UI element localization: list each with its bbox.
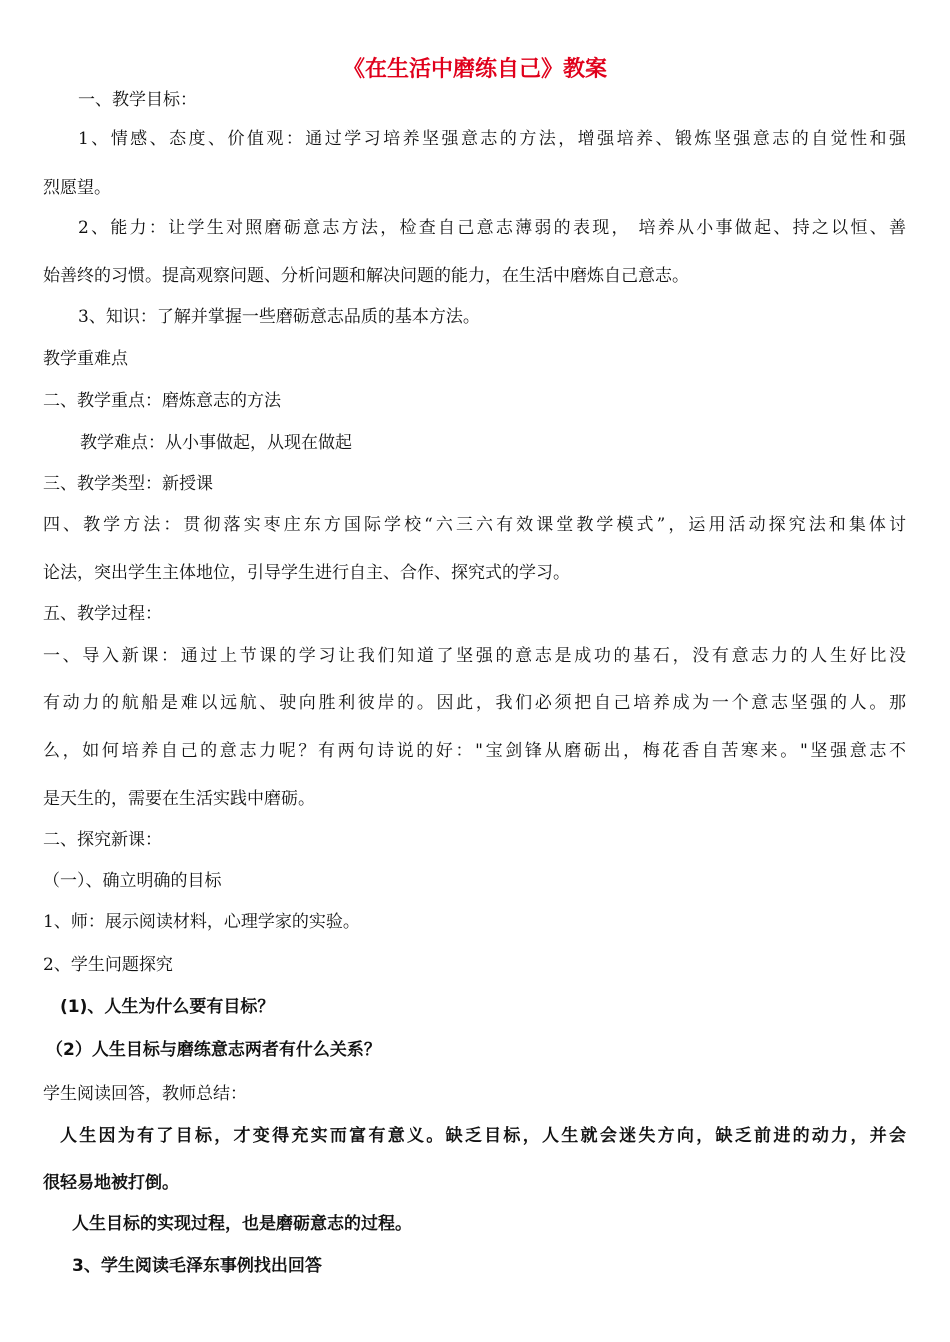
teaching-type-line: 三、教学类型：新授课 [43, 474, 213, 494]
teaching-method-cont: 论法，突出学生主体地位，引导学生进行自主、合作、探究式的学习。 [43, 563, 570, 583]
document-title: 《在生活中磨练自己》教案 [342, 57, 607, 82]
key-difficult-heading: 教学重难点 [43, 349, 128, 369]
teaching-process-heading: 五、教学过程： [43, 604, 162, 624]
objective-ability-cont: 始善终的习惯。提高观察问题、分析问题和解决问题的能力，在生活中磨炼自己意志。 [43, 266, 689, 286]
question-1: (1)、人生为什么要有目标？ [60, 997, 275, 1017]
teaching-method-line: 四、教学方法：贯彻落实枣庄东方国际学校“六三六有效课堂教学模式”，运用活动探究法和集体讨 [43, 515, 906, 535]
summary-bold-line-1: 人生因为有了目标，才变得充实而富有意义。缺乏目标，人生就会迷失方向，缺乏前进的动力，并会 [60, 1126, 906, 1146]
question-2: （2）人生目标与磨练意志两者有什么关系？ [46, 1040, 381, 1060]
summary-bold-line-2: 很轻易地被打倒。 [43, 1173, 179, 1193]
objective-knowledge-line: 3、知识：了解并掌握一些磨砺意志品质的基本方法。 [78, 307, 480, 327]
section-heading-objectives: 一、教学目标： [78, 90, 197, 110]
intro-line-1: 一、导入新课：通过上节课的学习让我们知道了坚强的意志是成功的基石，没有意志力的人生好比没 [43, 646, 906, 666]
teaching-difficulty-line: 教学难点：从小事做起，从现在做起 [80, 433, 352, 453]
intro-line-3: 么，如何培养自己的意志力呢？有两句诗说的好："宝剑锋从磨砺出，梅花香自苦寒来。"坚强意志不 [43, 741, 906, 761]
subsection-goal-heading: （一）、确立明确的目标 [43, 871, 222, 891]
explore-heading: 二、探究新课： [43, 830, 162, 850]
summary-intro-line: 学生阅读回答，教师总结： [43, 1084, 247, 1104]
student-inquiry-line: 2、学生问题探究 [43, 955, 173, 975]
teaching-focus-line: 二、教学重点：磨炼意志的方法 [43, 391, 281, 411]
objective-ability-line: 2、能力：让学生对照磨砺意志方法，检查自己意志薄弱的表现， 培养从小事做起、持之以恒、善 [78, 218, 906, 238]
intro-line-2: 有动力的航船是难以远航、驶向胜利彼岸的。因此，我们必须把自己培养成为一个意志坚强的人。那 [43, 693, 906, 713]
mao-example-line: 3、学生阅读毛泽东事例找出回答 [72, 1256, 322, 1276]
teacher-material-line: 1、师：展示阅读材料，心理学家的实验。 [43, 912, 360, 932]
summary-bold-line-3: 人生目标的实现过程，也是磨砺意志的过程。 [72, 1214, 412, 1234]
objective-emotion-cont: 烈愿望。 [43, 178, 111, 198]
intro-line-4: 是天生的，需要在生活实践中磨砺。 [43, 789, 315, 809]
objective-emotion-line: 1、情感、态度、价值观：通过学习培养坚强意志的方法，增强培养、锻炼坚强意志的自觉性和强 [78, 129, 906, 149]
